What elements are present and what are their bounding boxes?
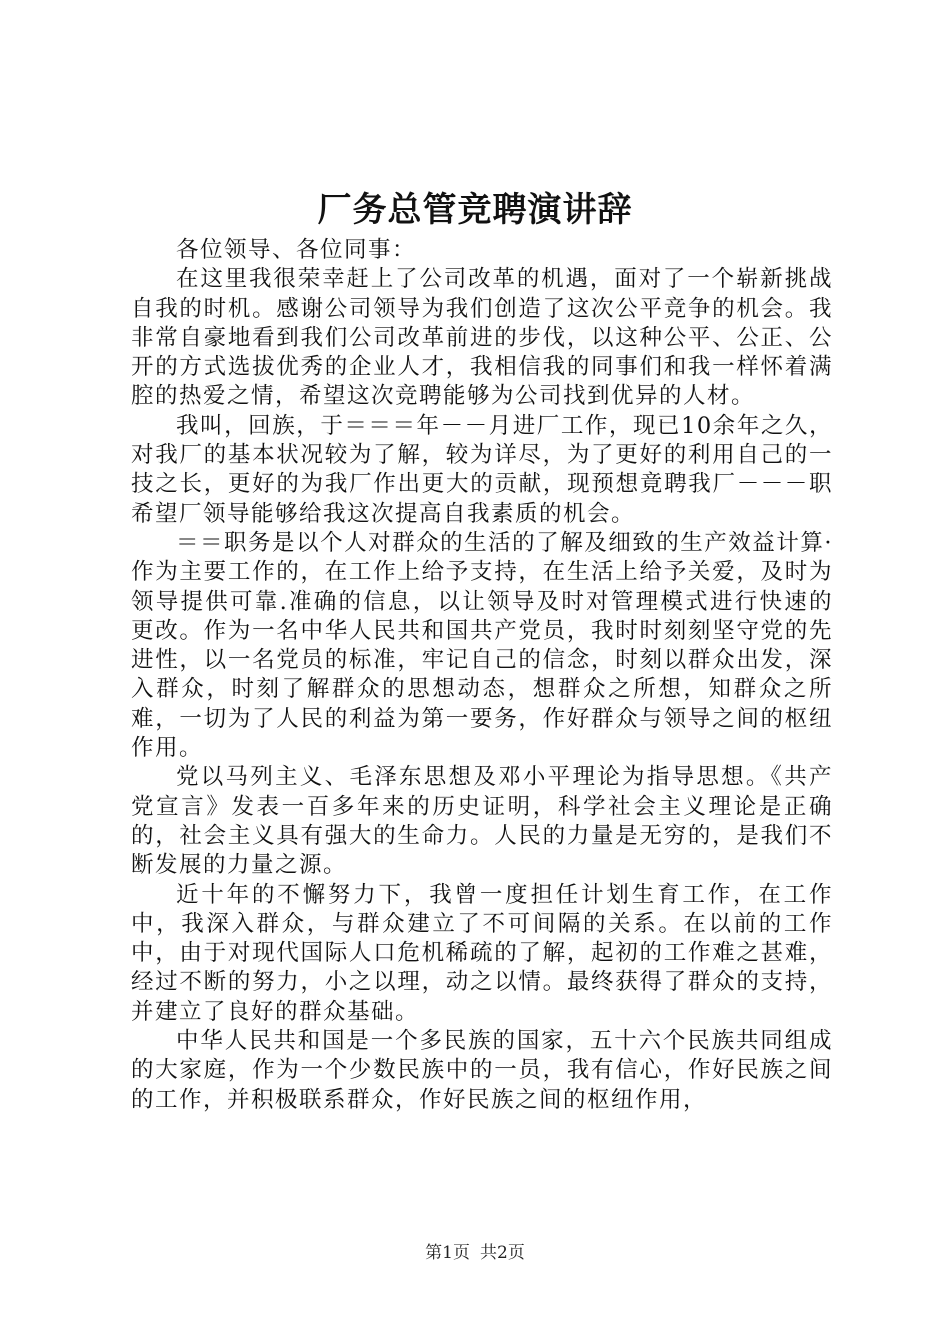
- body-paragraph: 党以马列主义、毛泽东思想及邓小平理论为指导思想。《共产党宣言》发表一百多年来的历史证明，科学社会主义理论是正确的，社会主义具有强大的生命力。人民的力量是无穷的，是我们不断发展的力量之源。: [131, 764, 833, 879]
- page-number: 第1页: [425, 1243, 470, 1263]
- page-total: 共2页: [480, 1243, 525, 1263]
- body-paragraph: 近十年的不懈努力下，我曾一度担任计划生育工作，在工作中，我深入群众，与群众建立了不可间隔的关系。在以前的工作中，由于对现代国际人口危机稀疏的了解，起初的工作难之甚难，经过不断的努力，小之以理，动之以情。最终获得了群众的支持，并建立了良好的群众基础。: [131, 881, 833, 1025]
- page-footer: [0, 1242, 950, 1264]
- body-paragraph: 中华人民共和国是一个多民族的国家，五十六个民族共同组成的大家庭，作为一个少数民族中的一员，我有信心，作好民族之间的工作，并积极联系群众，作好民族之间的枢纽作用，: [131, 1028, 833, 1113]
- document-title: 厂务总管竞聘演讲辞: [317, 190, 633, 230]
- body-paragraph: ＝＝职务是以个人对群众的生活的了解及细致的生产效益计算·作为主要工作的，在工作上给予支持，在生活上给予关爱，及时为领导提供可靠.准确的信息，以让领导及时对管理模式进行快速的更改。作为一名中华人民共和国共产党员，我时时刻刻坚守党的先进性，以一名党员的标准，牢记自己的信念，时刻以群众出发，深入群众，时刻了解群众的思想动态，想群众之所想，知群众之所难，一切为了人民的利益为第一要务，作好群众与领导之间的枢纽作用。: [131, 529, 833, 762]
- document-body: [131, 236, 833, 1115]
- salutation-paragraph: 各位领导、各位同事：: [176, 237, 417, 263]
- body-paragraph: 在这里我很荣幸赶上了公司改革的机遇，面对了一个崭新挑战自我的时机。感谢公司领导为我们创造了这次公平竞争的机会。我非常自豪地看到我们公司改革前进的步伐，以这种公平、公正、公开的方式选拔优秀的企业人才，我相信我的同事们和我一样怀着满腔的热爱之情，希望这次竞聘能够为公司找到优异的人材。: [131, 266, 833, 410]
- body-paragraph: 我叫，回族，于＝＝＝年－－月进厂工作，现已10余年之久，对我厂的基本状况较为了解，较为详尽，为了更好的利用自己的一技之长，更好的为我厂作出更大的贡献，现预想竟聘我厂－－－职希望厂领导能够给我这次提高自我素质的机会。: [131, 412, 833, 527]
